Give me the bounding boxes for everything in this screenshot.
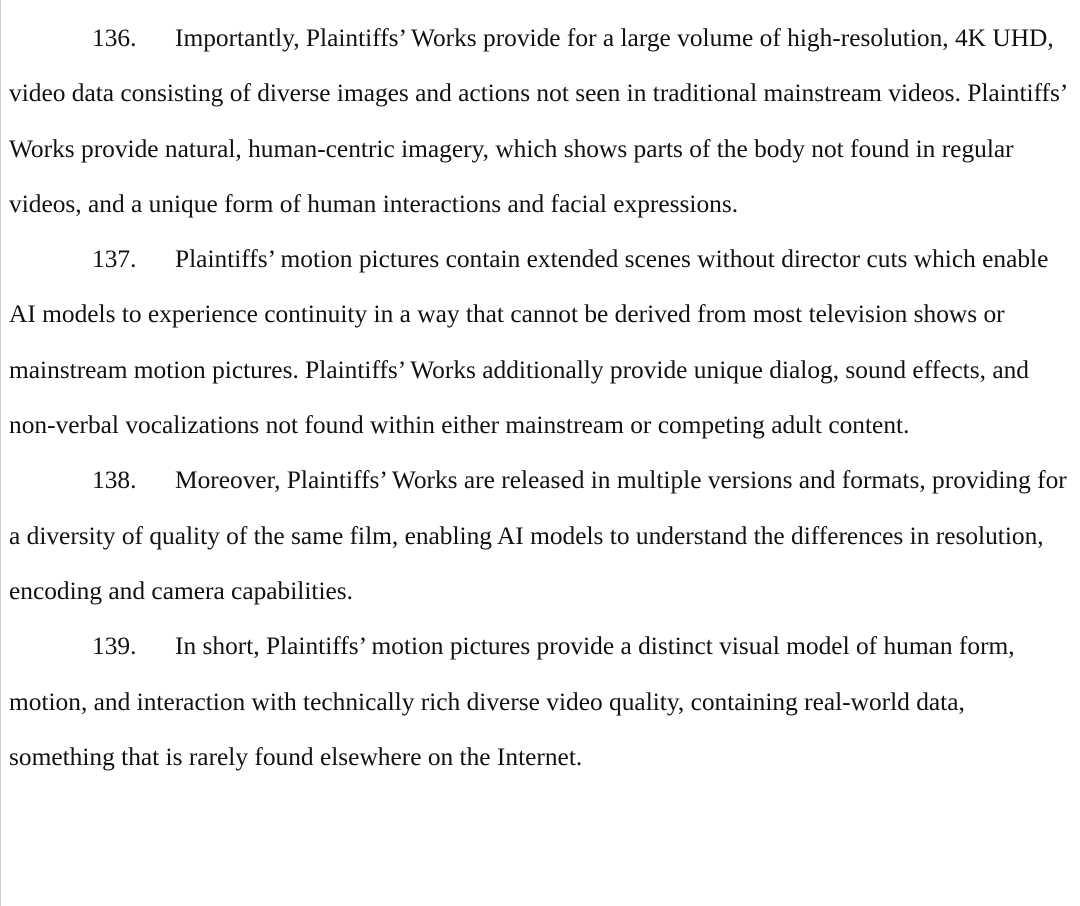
paragraph-text: Importantly, Plaintiffs’ Works provide for a large volume of high-resolution, 4K UHD, video data consisting of diverse images and actions not seen in traditional mainstream videos. Plaintiffs’ Works provide natural, human-centric imagery, which shows parts of the body not found in regular videos, and a unique form of human interactions and facial expressions. [9, 24, 1067, 218]
document-body [9, 11, 1073, 785]
paragraph-number: 139. [92, 632, 137, 661]
paragraph-136 [9, 11, 1073, 232]
paragraph-text: Moreover, Plaintiffs’ Works are released in multiple versions and formats, providing for a diversity of quality of the same film, enabling AI models to understand the differences in resolution, encoding and camera capabilities. [9, 466, 1067, 605]
paragraph-text: In short, Plaintiffs’ motion pictures provide a distinct visual model of human form, motion, and interaction with technically rich diverse video quality, containing real-world data, something that is rarely found elsewhere on the Internet. [9, 632, 1015, 771]
paragraph-number: 138. [92, 466, 137, 495]
paragraph-number: 136. [92, 24, 137, 52]
paragraph-number: 137. [92, 245, 137, 274]
paragraph-text: Plaintiffs’ motion pictures contain extended scenes without director cuts which enable AI models to experience continuity in a way that cannot be derived from most television shows or mainstream motion pictures. Plaintiffs’ Works additionally provide unique dialog, sound effects, and non-verbal vocalizations not found within either mainstream or competing adult content. [9, 245, 1049, 440]
paragraph-139 [9, 619, 1073, 785]
paragraph-138 [9, 453, 1073, 619]
paragraph-137 [9, 232, 1073, 453]
